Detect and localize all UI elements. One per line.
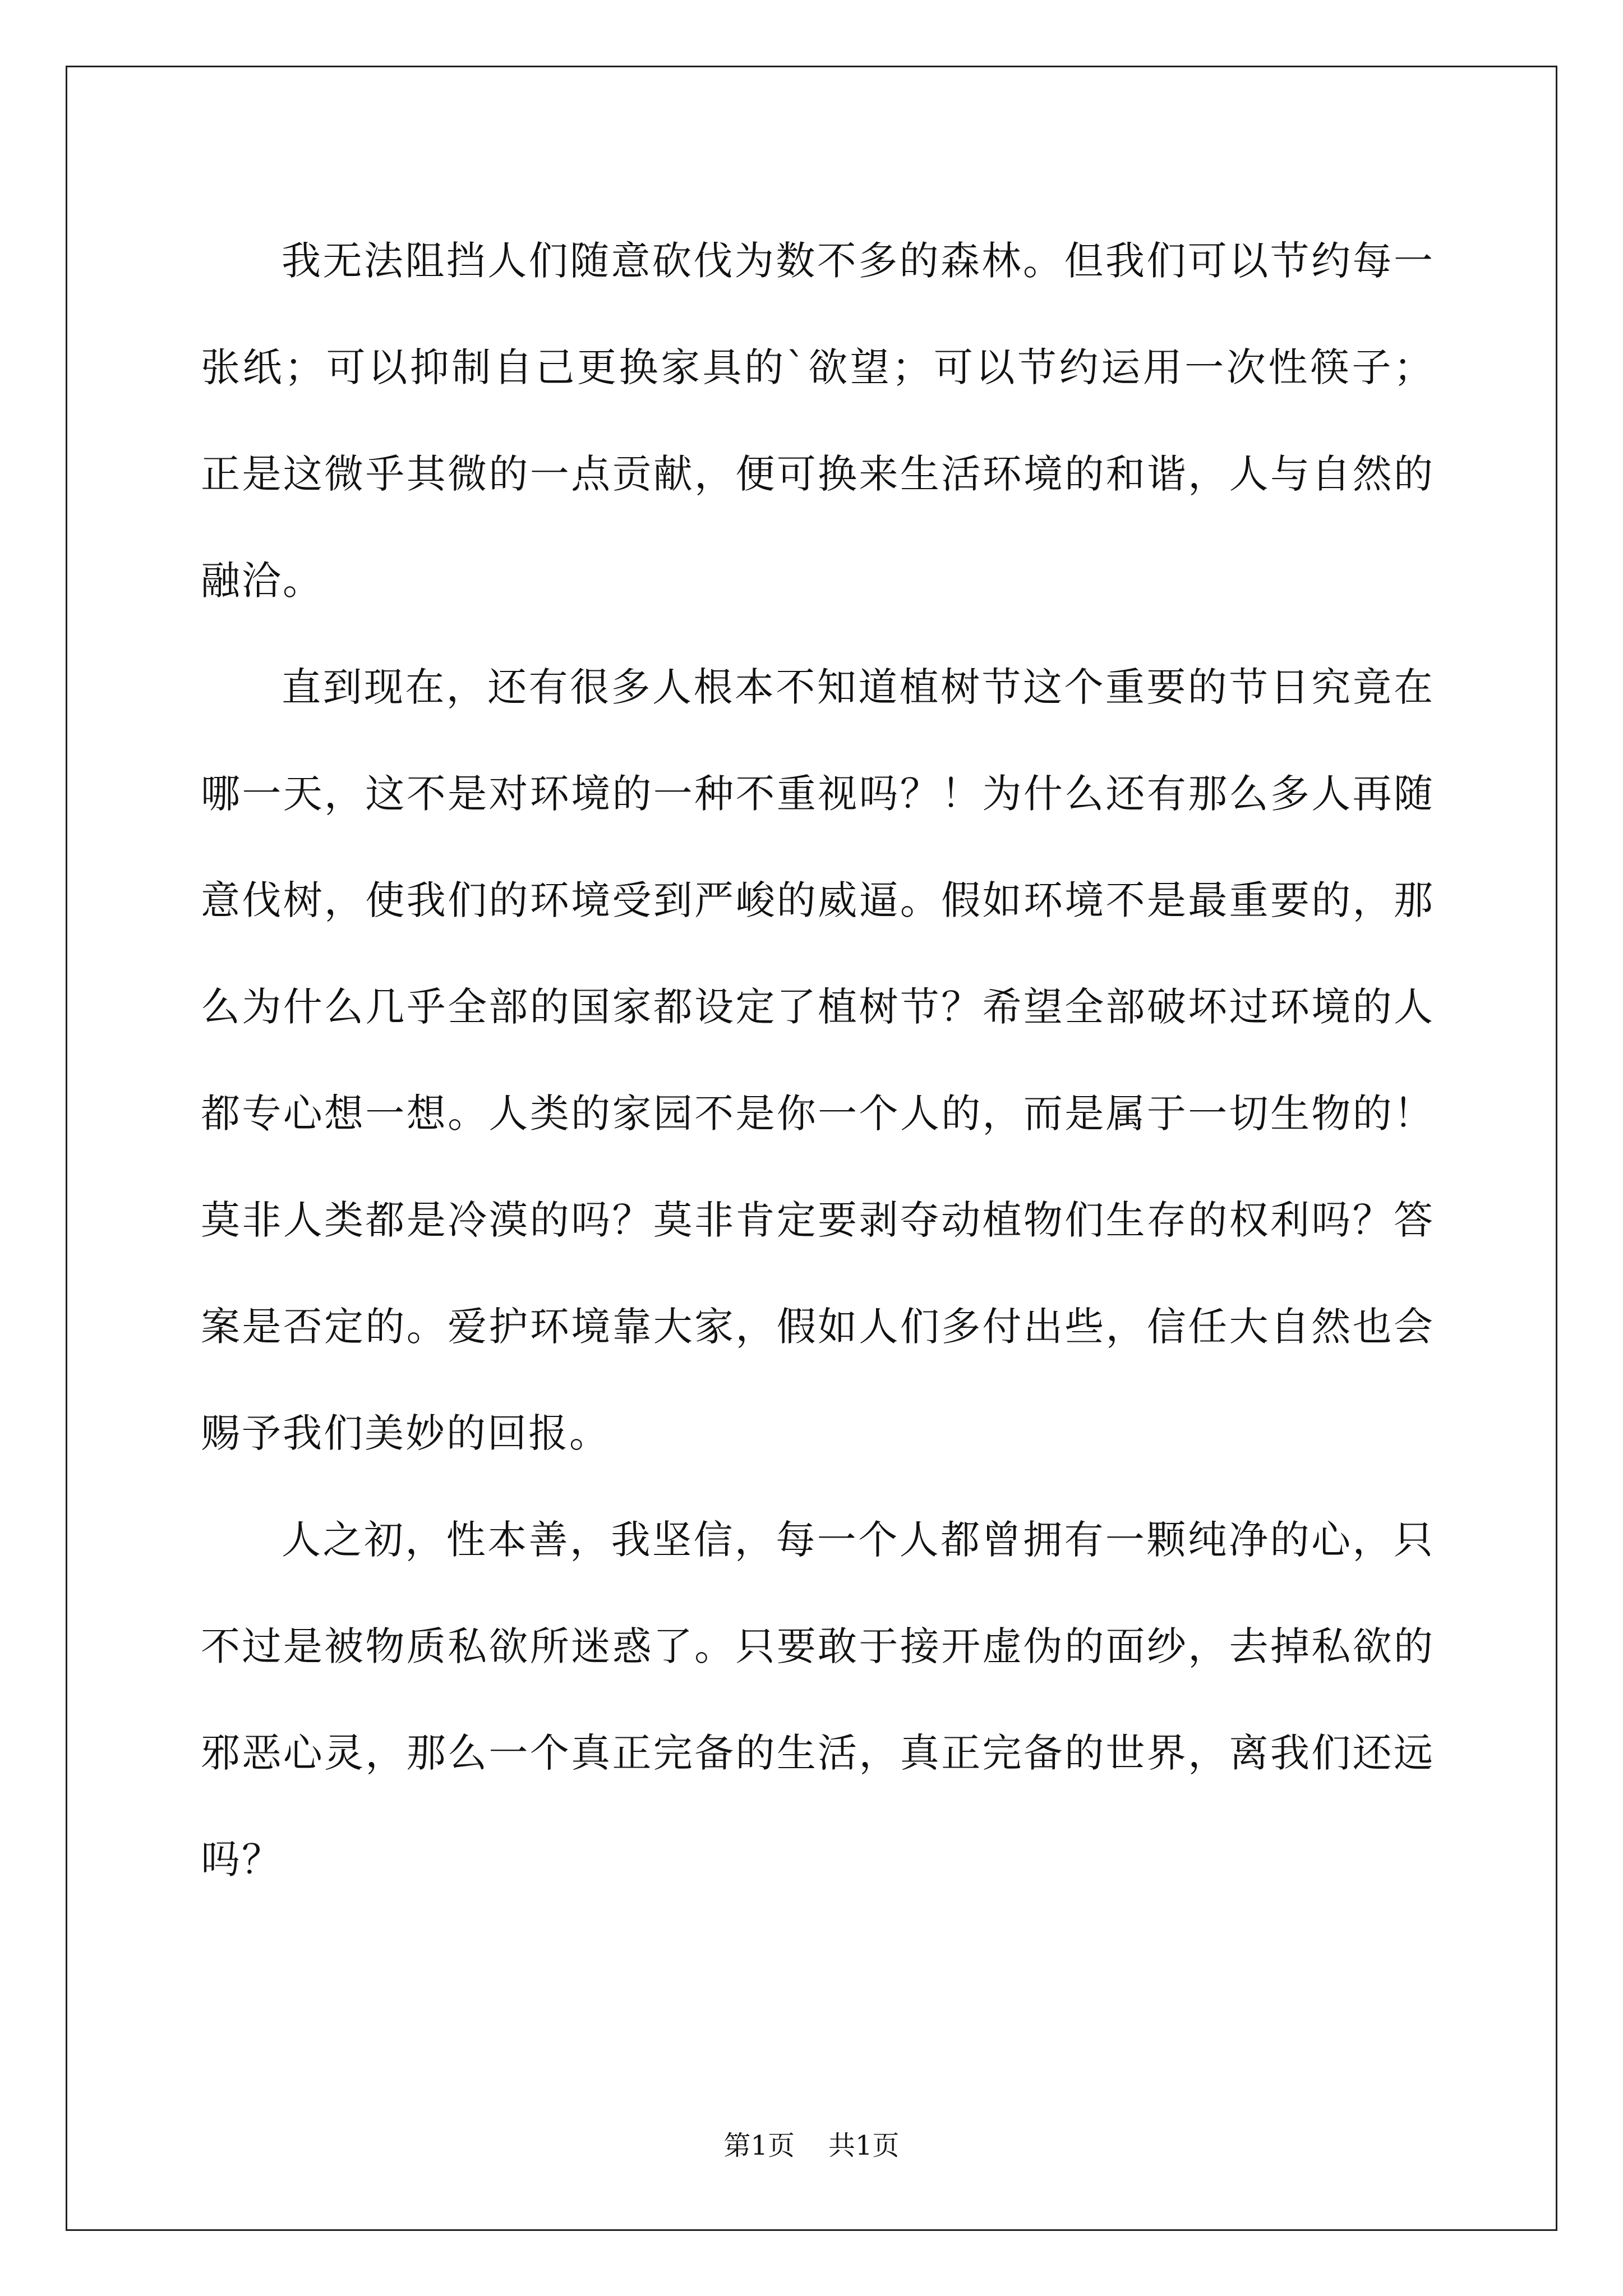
page-number: 第1页 [723,2130,795,2161]
page-total: 共1页 [828,2130,900,2161]
document-body [201,208,1435,1913]
paragraph-3: 人之初，性本善，我坚信，每一个人都曾拥有一颗纯净的心，只不过是被物质私欲所迷惑了。只要敢于接开虚伪的面纱，去掉私欲的邪恶心灵，那么一个真正完备的生活，真正完备的世界，离我们还远吗？ [201,1517,1435,1883]
paragraph-2: 直到现在，还有很多人根本不知道植树节这个重要的节日究竟在哪一天，这不是对环境的一种不重视吗？！为什么还有那么多人再随意伐树，使我们的环境受到严峻的威逼。假如环境不是最重要的，那么为什么几乎全部的国家都设定了植树节？希望全部破坏过环境的人都专心想一想。人类的家园不是你一个人的，而是属于一切生物的！莫非人类都是冷漠的吗？莫非肯定要剥夺动植物们生存的权利吗？答案是否定的。爱护环境靠大家，假如人们多付出些，信任大自然也会赐予我们美妙的回报。 [201,664,1435,1456]
paragraph-1: 我无法阻挡人们随意砍伐为数不多的森林。但我们可以节约每一张纸；可以抑制自己更换家具的`欲望；可以节约运用一次性筷子；正是这微乎其微的一点贡献，便可换来生活环境的和谐，人与自然的融洽。 [201,238,1435,604]
page-footer [0,2129,1623,2162]
